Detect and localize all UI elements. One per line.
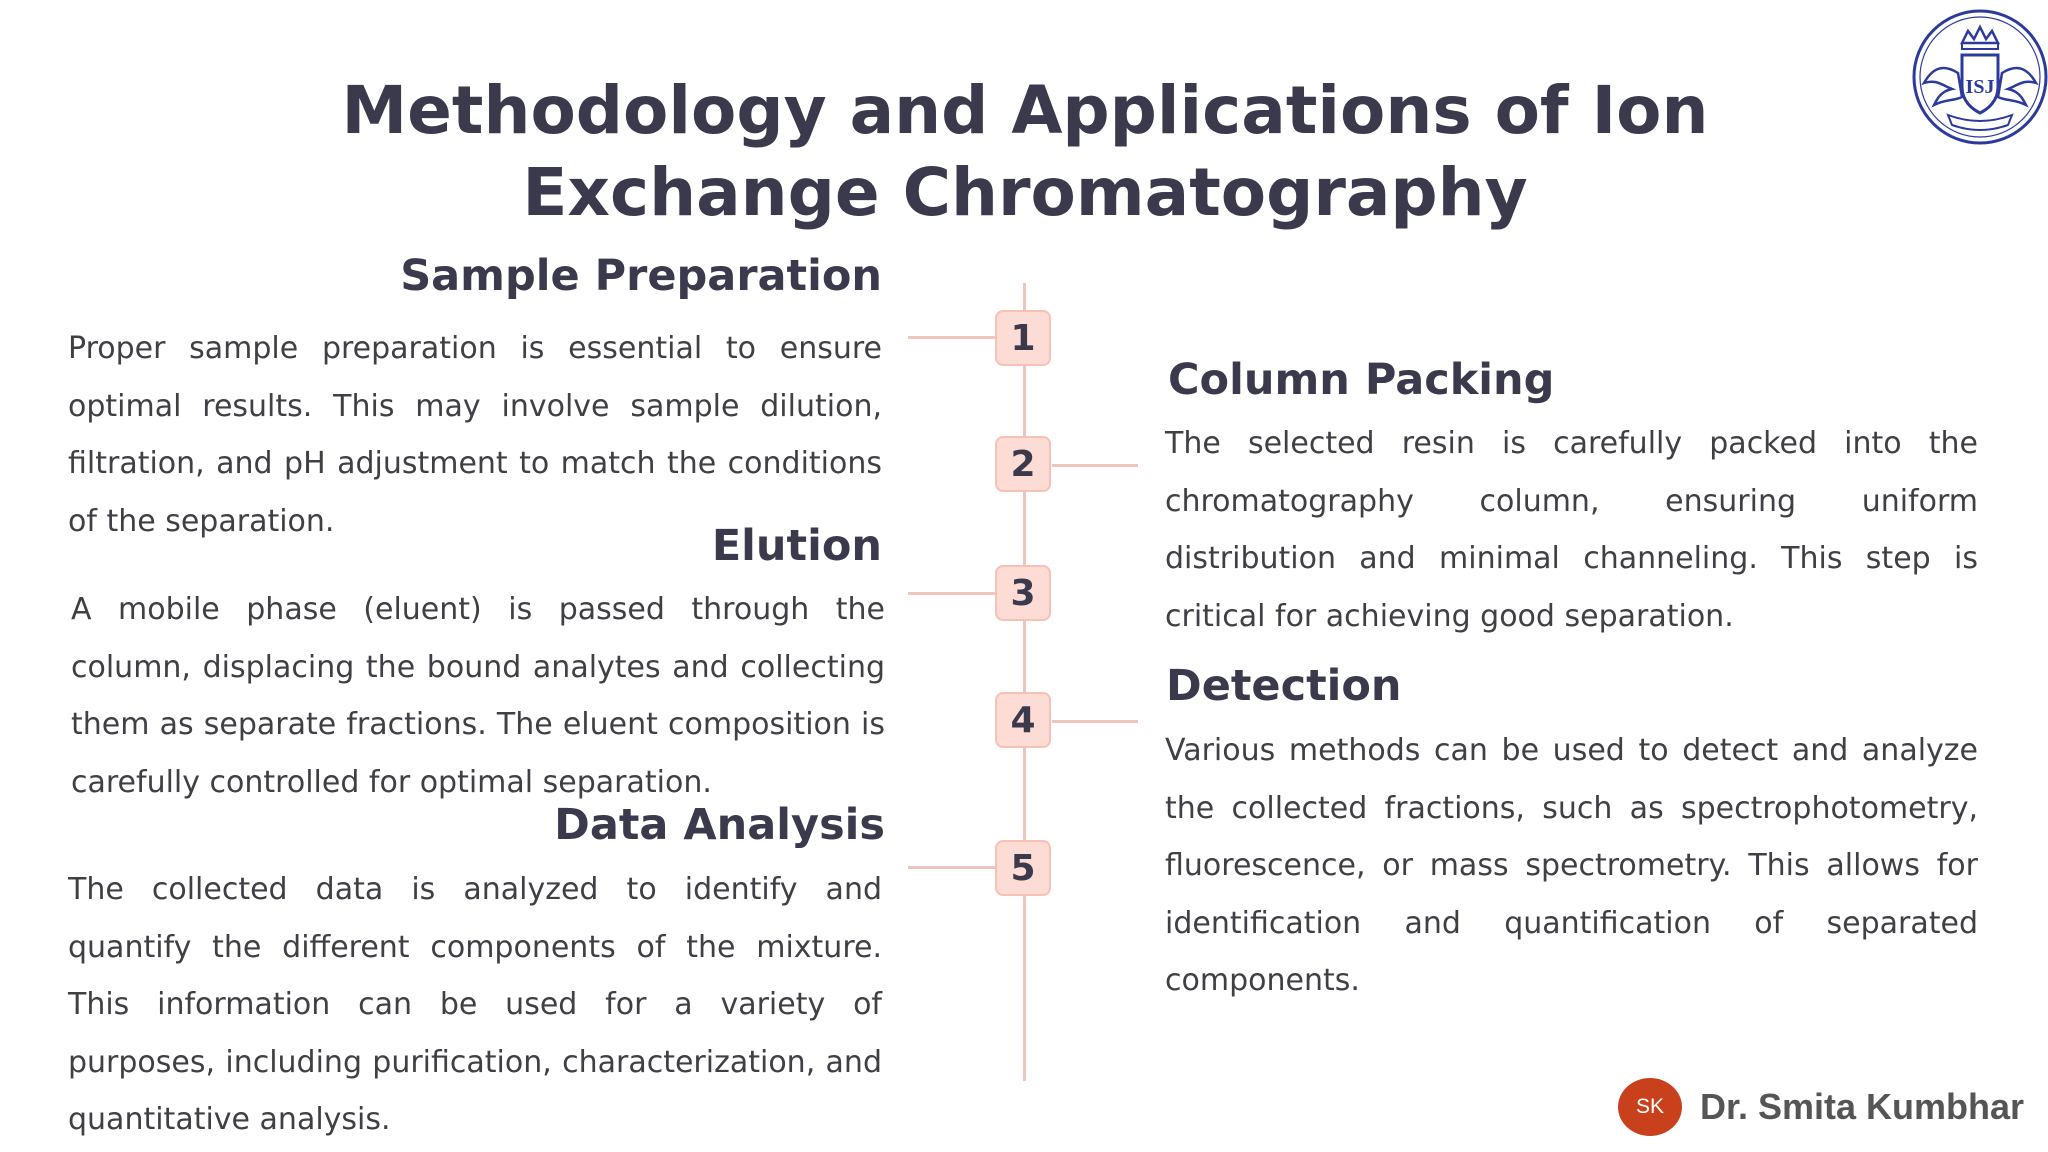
step-number-5: 5 xyxy=(995,840,1051,896)
step-heading-sample-preparation: Sample Preparation xyxy=(400,251,882,301)
presenter-name: Dr. Smita Kumbhar xyxy=(1700,1086,2025,1127)
presenter-avatar: SK xyxy=(1618,1078,1682,1136)
step-text-column-packing: The selected resin is carefully packed into the chromatography column, ensuring uniform distribution and minimal channeling. This step is critical for achieving good separation. xyxy=(1165,426,1978,634)
institution-logo xyxy=(1912,3,2048,151)
slide-title: Methodology and Applications of Ion Exchange Chromatography xyxy=(341,72,1709,231)
step-text-detection: Various methods can be used to detect and analyze the collected fractions, such as spectrophotometry, fluorescence, or mass spectrometry. This allows for identification and quantification of separated components. xyxy=(1165,733,1978,999)
step-text-data-analysis: The collected data is analyzed to identify and quantify the different components of the mixture. This information can be used for a variety of purposes, including purification, characterization, and quantitative analysis. xyxy=(68,872,882,1138)
step-heading-detection: Detection xyxy=(1166,661,1402,711)
step-heading-elution: Elution xyxy=(711,521,882,571)
step-number-4: 4 xyxy=(995,692,1051,748)
connector-3 xyxy=(908,592,995,595)
connector-4 xyxy=(1052,720,1138,723)
step-number-1: 1 xyxy=(995,310,1051,366)
logo-monogram: ISJ xyxy=(1965,76,1995,98)
connector-2 xyxy=(1052,464,1138,467)
institution-crest-icon xyxy=(1912,3,2048,151)
timeline-line xyxy=(1023,283,1026,1081)
step-heading-data-analysis: Data Analysis xyxy=(554,800,885,850)
step-heading-column-packing: Column Packing xyxy=(1168,355,1555,405)
presenter-tag xyxy=(1618,1077,2024,1137)
connector-1 xyxy=(908,336,995,339)
step-text-elution: A mobile phase (eluent) is passed through the column, displacing the bound analytes and collecting them as separate fractions. The eluent composition is carefully controlled for optimal separation. xyxy=(71,592,885,800)
step-text-sample-preparation: Proper sample preparation is essential to ensure optimal results. This may involve sample dilution, filtration, and pH adjustment to match the conditions of the separation. xyxy=(68,331,882,539)
step-number-3: 3 xyxy=(995,565,1051,621)
step-number-2: 2 xyxy=(995,436,1051,492)
connector-5 xyxy=(908,866,995,869)
